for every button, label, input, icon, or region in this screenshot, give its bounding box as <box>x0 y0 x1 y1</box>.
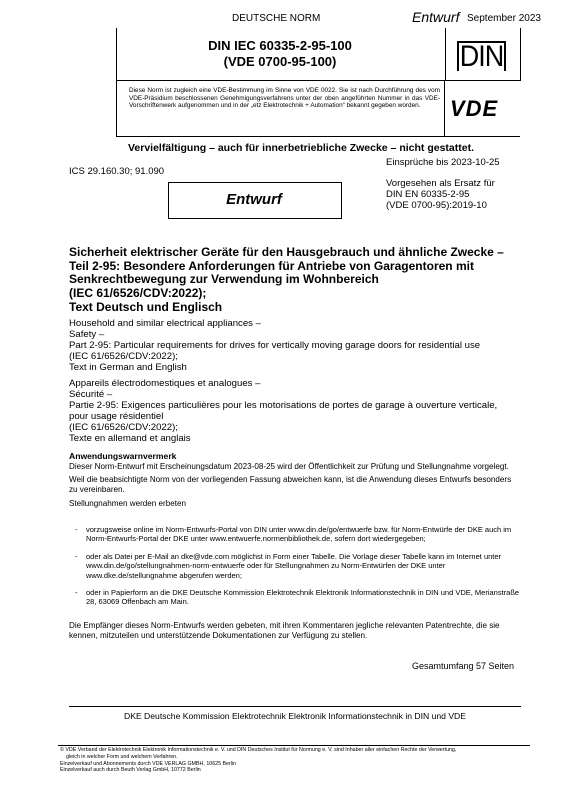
divider <box>116 28 117 137</box>
din-logo-text: DIN <box>459 39 504 73</box>
comment-channels-list <box>69 525 521 615</box>
din-number: DIN IEC 60335-2-95-100 <box>208 38 352 53</box>
title-german: Sicherheit elektrischer Geräte für den Hausgebrauch und ähnliche Zwecke – Teil 2-95: Besondere Anforderungen für Antriebe von Garagentoren mit Senkrechtbewegung zur Verwendung im Wohnbereich (IEC 61/6526/CDV:2022); Text Deutsch und Englisch <box>69 245 504 314</box>
reproduction-notice: Vervielfältigung – auch für innerbetriebliche Zwecke – nicht gestattet. <box>127 142 474 154</box>
vde-note: Diese Norm ist zugleich eine VDE-Bestimmung im Sinne von VDE 0022. Sie ist nach Durchführung des vom VDE-Präsidium beschlossenen Genehmigungsverfahrens unter der oben angeführten Nummer in das VDE-Vorschriftenwerk aufgenommen und in der „etz Elektrotechnik + Automation“ bekannt gegeben worden. <box>129 87 440 110</box>
divider <box>58 745 530 746</box>
din-logo <box>444 28 521 81</box>
vde-logo: VDE <box>450 96 499 121</box>
norm-type-label: DEUTSCHE NORM <box>232 13 321 24</box>
ics-code: ICS 29.160.30; 91.090 <box>69 166 165 177</box>
replacement-info: Vorgesehen als Ersatz für DIN EN 60335-2-95 (VDE 0700-95):2019-10 <box>386 178 495 211</box>
patent-note: Die Empfänger dieses Norm-Entwurfs werden gebeten, mit ihren Kommentaren jegliche relevanten Patentrechte, die sie kennen, mitzuteilen und unterstützende Dokumentationen zur Verfügung zu stellen. <box>69 621 500 641</box>
objection-deadline: Einsprüche bis 2023-10-25 <box>386 157 500 168</box>
entwurf-box-label: Entwurf <box>226 191 282 208</box>
warning-text: Dieser Norm-Entwurf mit Erscheinungsdatum 2023-08-25 wird der Öffentlichkeit zur Prüfung und Stellungnahme vorgelegt. Weil die beabsichtigte Norm von der vorliegenden Fassung abweichen kann, ist die Anwendung dieses Entwurfs besonders zu vereinbaren. Stellungnahmen werden erbeten <box>69 462 512 508</box>
title-french: Appareils électrodomestiques et analogues – Sécurité – Partie 2-95: Exigences particulières pour les motorisations de portes de garage à ouverture verticale, pour usage résidentiel (IEC 61/6526/CDV:2022); Texte en allemand et anglais <box>69 378 498 445</box>
list-item: - oder in Papierform an die DKE Deutsche Kommission Elektrotechnik Elektronik Informationstechnik in DIN und VDE, Merianstraße 28, 63069 Offenbach am Main. <box>75 588 520 607</box>
list-item: - vorzugsweise online im Norm-Entwurfs-Portal von DIN unter www.din.de/go/entwuerfe bzw. für Norm-Entwürfe der DKE auch im Norm-Entwurfs-Portal der DKE unter www.entwuerfe.normenbibliothek.de, sofern dort wiedergegeben; <box>75 525 512 544</box>
divider <box>69 706 521 707</box>
document-number <box>116 38 444 70</box>
copyright-notice: © VDE Verband der Elektrotechnik Elektronik Informationstechnik e. V. und DIN Deutsches Institut für Normung e. V. sind Inhaber aller einfachen Rechte der Verwertung, gleich in welcher Form und welchem Verfahren. Einzelverkauf und Abonnements durch VDE VERLAG GMBH, 10625 Berlin Einzelverkauf auch durch Beuth Verlag GmbH, 10772 Berlin <box>60 747 457 774</box>
divider <box>116 80 520 81</box>
list-item: - oder als Datei per E-Mail an dke@vde.com möglichst in Form einer Tabelle. Die Vorlage dieser Tabelle kann im Internet unter www.din.de/go/stellungnahmen-norm-entwuerfe oder für Stellungnahmen zu Norm-Entwürfen der DKE unter www.dke.de/stellungnahme abgerufen werden; <box>75 551 502 580</box>
warning-heading: Anwendungswarnvermerk <box>69 451 177 461</box>
total-pages: Gesamtumfang 57 Seiten <box>412 661 515 671</box>
title-english: Household and similar electrical appliances – Safety – Part 2-95: Particular requirements for drives for vertically moving garage doors for residential use (IEC 61/6526/CDV:2022); Text in German and English <box>69 318 481 374</box>
publication-date: September 2023 <box>467 13 541 24</box>
divider <box>444 80 445 137</box>
divider <box>116 136 520 137</box>
dke-line: DKE Deutsche Kommission Elektrotechnik Elektronik Informationstechnik in DIN und VDE <box>124 711 466 721</box>
vde-number: (VDE 0700-95-100) <box>223 54 337 69</box>
entwurf-header-label: Entwurf <box>412 9 460 25</box>
